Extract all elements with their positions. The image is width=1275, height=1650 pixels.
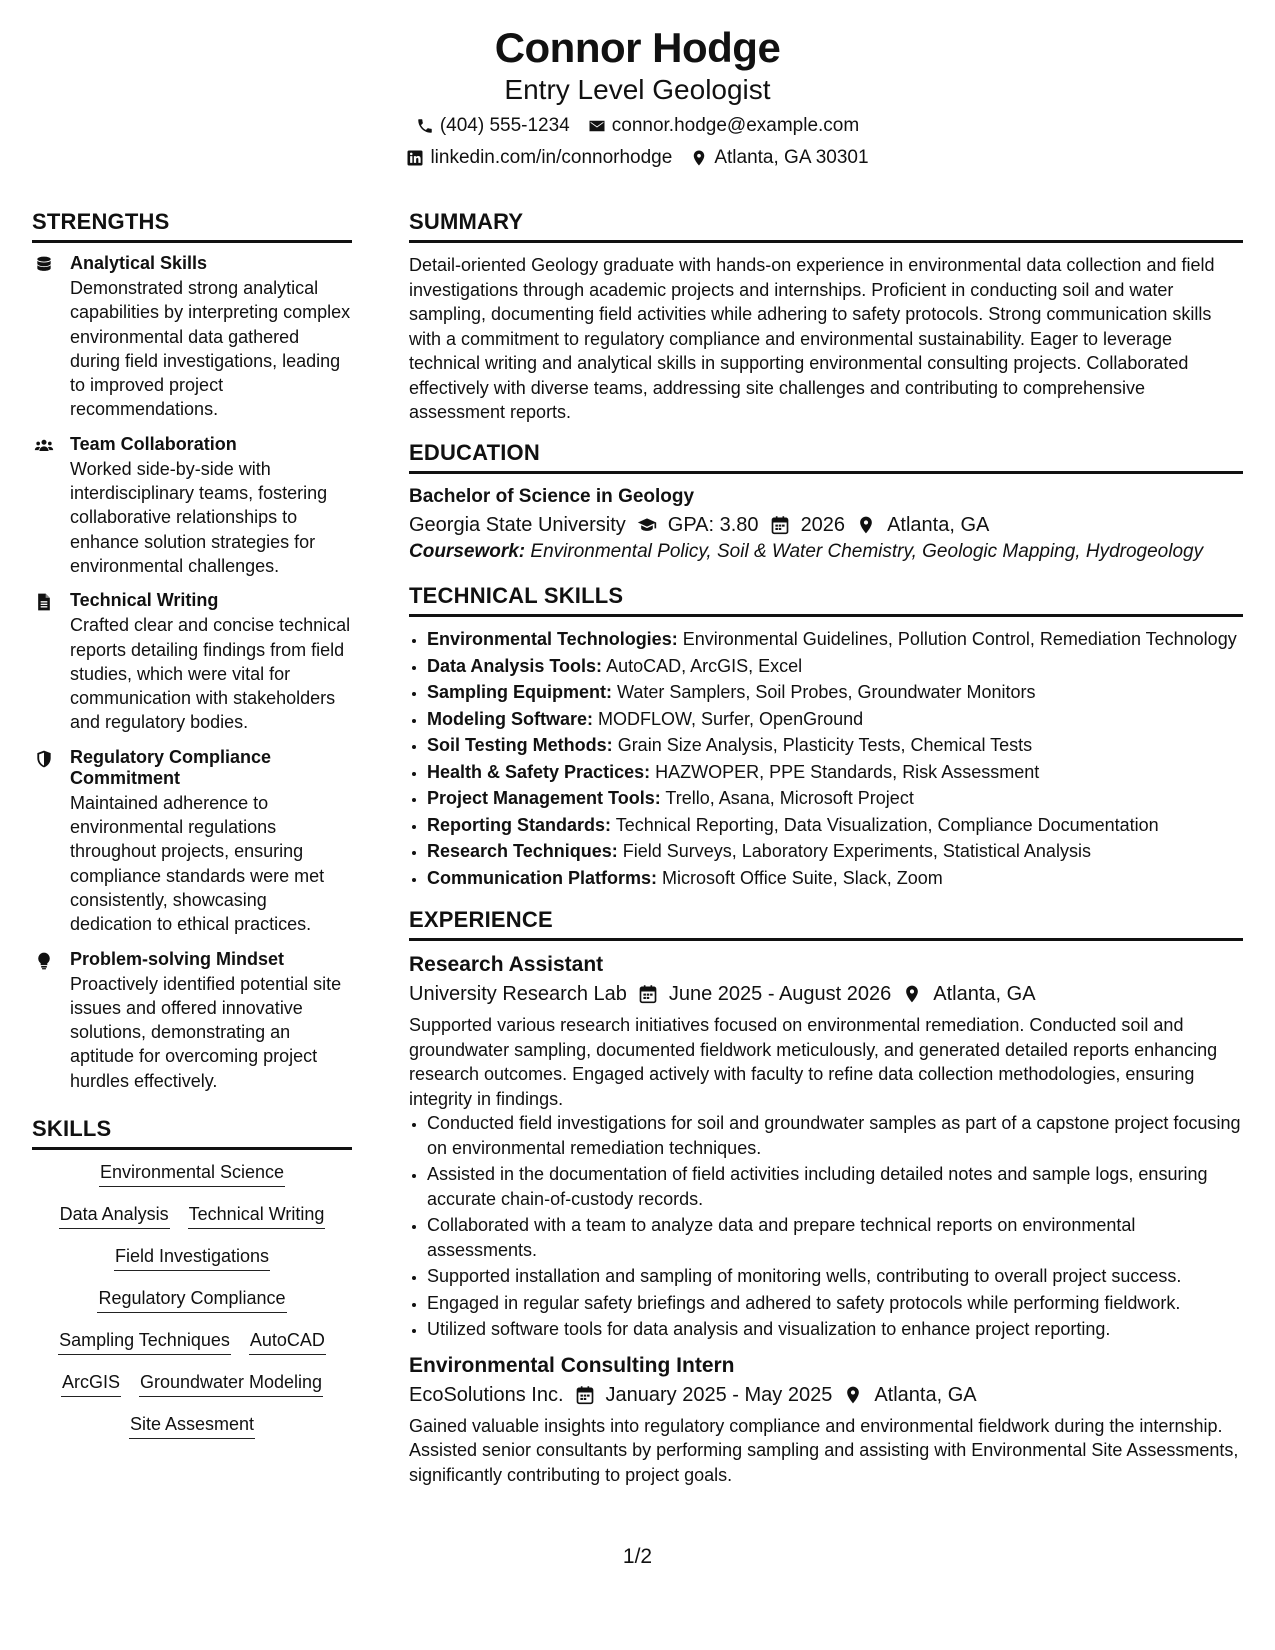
right-column xyxy=(409,208,1243,1487)
list-item xyxy=(427,654,1243,679)
skill-category: Research Techniques: xyxy=(427,841,618,861)
skill-tag: AutoCAD xyxy=(249,1328,326,1355)
job-organization: University Research Lab xyxy=(409,983,627,1005)
calendar-icon xyxy=(769,514,791,536)
strength-item xyxy=(32,747,352,937)
degree-title: Bachelor of Science in Geology xyxy=(409,485,695,507)
list-item xyxy=(427,707,1243,732)
job-title: Environmental Consulting Intern xyxy=(409,1353,735,1377)
strength-title: Team Collaboration xyxy=(70,433,237,454)
skill-category: Data Analysis Tools: xyxy=(427,655,603,676)
skill-values: HAZWOPER, PPE Standards, Risk Assessment xyxy=(655,761,1040,782)
list-item xyxy=(427,680,1243,705)
job-bullets xyxy=(409,1111,1243,1342)
list-item: • Engaged in regular safety briefings and adhered to safety protocols while performing fieldwork. xyxy=(427,1291,1243,1316)
graduation-year: 2026 xyxy=(800,513,846,536)
skill-category: Project Management Tools: xyxy=(427,788,661,808)
strength-description: Worked side-by-side with interdisciplinary teams, fostering collaborative relationships to enhance solution strategies for environmental challenges. xyxy=(70,458,328,576)
skill-tag: Site Assesment xyxy=(129,1412,255,1439)
skill-category: Soil Testing Methods: xyxy=(427,735,613,755)
list-item: • Utilized software tools for data analysis and visualization to enhance project reporting. xyxy=(427,1317,1243,1342)
skills-list xyxy=(32,1160,352,1439)
summary-heading: SUMMARY xyxy=(409,208,1243,243)
calendar-icon xyxy=(637,983,659,1005)
strengths-heading: STRENGTHS xyxy=(32,208,352,243)
strength-item xyxy=(32,590,352,734)
map-pin-icon xyxy=(690,149,708,167)
phone-icon xyxy=(416,117,434,135)
job-entry xyxy=(409,951,1243,1342)
skill-values: Grain Size Analysis, Plasticity Tests, Chemical Tests xyxy=(617,735,1033,755)
skill-category: Modeling Software: xyxy=(427,708,593,729)
job-meta xyxy=(409,979,1243,1009)
skill-values: Technical Reporting, Data Visualization, Compliance Documentation xyxy=(615,814,1159,835)
list-item: • Supported installation and sampling of monitoring wells, contributing to overall project success. xyxy=(427,1264,1243,1289)
skill-tag: Environmental Science xyxy=(99,1160,285,1187)
email-text: connor.hodge@example.com xyxy=(611,115,860,136)
skill-category: Sampling Equipment: xyxy=(427,682,613,702)
graduation-cap-icon xyxy=(636,514,658,536)
coursework-text: Environmental Policy, Soil & Water Chemistry, Geologic Mapping, Hydrogeology xyxy=(530,540,1204,562)
strength-item xyxy=(32,949,352,1093)
skill-values: Environmental Guidelines, Pollution Control, Remediation Technology xyxy=(682,629,1237,649)
document-icon xyxy=(32,590,70,734)
calendar-icon xyxy=(574,1384,596,1406)
skill-values: Microsoft Office Suite, Slack, Zoom xyxy=(662,867,943,888)
school-location: Atlanta, GA xyxy=(887,513,990,536)
shield-icon xyxy=(32,747,70,937)
skill-tag: Technical Writing xyxy=(188,1202,326,1229)
phone-text: (404) 555-1234 xyxy=(439,115,570,136)
job-location: Atlanta, GA xyxy=(874,1383,977,1406)
skill-values: AutoCAD, ArcGIS, Excel xyxy=(606,655,803,676)
gpa-text: GPA: 3.80 xyxy=(667,513,759,536)
skill-category: Environmental Technologies: xyxy=(427,629,678,649)
location-contact xyxy=(690,142,868,174)
contact-row-1 xyxy=(0,110,1275,142)
skills-heading: SKILLS xyxy=(32,1115,352,1150)
list-item xyxy=(427,733,1243,758)
map-pin-icon xyxy=(855,514,877,536)
strength-title: Regulatory Compliance Commitment xyxy=(70,746,272,788)
summary-text: Detail-oriented Geology graduate with hands-on experience in environmental data collection and field investigations through academic projects and internships. Proficient in conducting soil and water sampling, documenting field activities while adhering to safety protocols. Strong communication skills with a commitment to regulatory compliance and environmental sustainability. Eager to leverage technical writing and analytical skills in supporting environmental consulting projects. Collaborated effectively with diverse teams, addressing site challenges and contributing to comprehensive assessment reports. xyxy=(409,255,1215,422)
linkedin-text: linkedin.com/in/connorhodge xyxy=(430,147,673,168)
strength-description: Demonstrated strong analytical capabilities by interpreting complex environmental data gathered during field investigations, leading to improved project recommendations. xyxy=(70,278,351,420)
job-organization: EcoSolutions Inc. xyxy=(409,1383,564,1406)
resume-header xyxy=(0,22,1275,174)
strength-description: Proactively identified potential site issues and offered innovative solutions, demonstrating an aptitude for overcoming project hurdles effectively. xyxy=(70,973,342,1091)
candidate-name: Connor Hodge xyxy=(494,24,781,71)
phone-contact[interactable] xyxy=(416,110,570,142)
linkedin-icon xyxy=(406,149,424,167)
job-dates: January 2025 - May 2025 xyxy=(605,1383,833,1406)
strength-description: Maintained adherence to environmental regulations throughout projects, ensuring compliance standards were met consistently, showcasing dedication to ethical practices. xyxy=(70,792,325,935)
page-number: 1/2 xyxy=(622,1545,653,1568)
list-item xyxy=(427,786,1243,811)
strength-title: Problem-solving Mindset xyxy=(70,948,285,969)
skill-tag: Field Investigations xyxy=(114,1244,270,1271)
skill-values: Water Samplers, Soil Probes, Groundwater Monitors xyxy=(617,682,1036,702)
job-entry xyxy=(409,1352,1243,1488)
job-location: Atlanta, GA xyxy=(933,983,1036,1005)
skill-values: Field Surveys, Laboratory Experiments, Statistical Analysis xyxy=(622,841,1091,861)
list-item xyxy=(427,760,1243,785)
left-column xyxy=(32,208,352,1454)
skill-category: Health & Safety Practices: xyxy=(427,761,651,782)
lightbulb-icon xyxy=(32,949,70,1093)
school-name: Georgia State University xyxy=(409,513,626,536)
job-title: Research Assistant xyxy=(409,953,604,976)
job-dates: June 2025 - August 2026 xyxy=(668,983,892,1005)
education-meta xyxy=(409,510,1243,540)
strength-title: Analytical Skills xyxy=(70,253,208,273)
list-item: • Collaborated with a team to analyze data and prepare technical reports on environmental assessments. xyxy=(427,1213,1243,1262)
skill-category: Reporting Standards: xyxy=(427,814,612,835)
job-summary: Supported various research initiatives focused on environmental remediation. Conducted soil and groundwater sampling, documented fieldwork meticulously, and generated detailed reports enhancing research outcomes. Engaged actively with faculty to refine data collection methodologies, ensuring integrity in findings. xyxy=(409,1015,1218,1109)
location-text: Atlanta, GA 30301 xyxy=(714,147,869,168)
envelope-icon xyxy=(588,117,606,135)
list-item: • Conducted field investigations for soil and groundwater samples as part of a capstone project focusing on environmental remediation techniques. xyxy=(427,1111,1243,1160)
skill-values: Trello, Asana, Microsoft Project xyxy=(665,788,914,808)
technical-skills-list xyxy=(409,627,1243,890)
strength-item xyxy=(32,434,352,578)
list-item xyxy=(427,813,1243,838)
skill-tag: ArcGIS xyxy=(61,1370,121,1397)
job-meta xyxy=(409,1380,1243,1410)
contact-row-2 xyxy=(0,142,1275,174)
map-pin-icon xyxy=(901,983,923,1005)
education-heading: EDUCATION xyxy=(409,439,1243,474)
job-summary: Gained valuable insights into regulatory compliance and environmental fieldwork during the internship. Assisted senior consultants by performing sampling and assisting with Environmental Site Assessments, significantly contributing to project goals. xyxy=(409,1415,1239,1485)
list-item xyxy=(427,866,1243,891)
users-icon xyxy=(32,434,70,578)
skill-values: MODFLOW, Surfer, OpenGround xyxy=(598,708,864,729)
strength-title: Technical Writing xyxy=(70,590,219,611)
skill-tag: Data Analysis xyxy=(59,1202,170,1229)
experience-heading: EXPERIENCE xyxy=(409,906,1243,941)
email-contact[interactable] xyxy=(588,110,859,142)
coursework xyxy=(409,540,1243,565)
coursework-label: Coursework: xyxy=(409,540,526,562)
skill-tag: Regulatory Compliance xyxy=(97,1286,286,1313)
strength-item xyxy=(32,253,352,422)
technical-skills-heading: TECHNICAL SKILLS xyxy=(409,582,1243,617)
skill-tag: Sampling Techniques xyxy=(58,1328,231,1355)
candidate-title: Entry Level Geologist xyxy=(504,74,771,105)
linkedin-contact[interactable] xyxy=(406,142,672,174)
skill-tag: Groundwater Modeling xyxy=(139,1370,323,1397)
list-item xyxy=(427,627,1243,652)
skill-category: Communication Platforms: xyxy=(427,867,658,888)
database-icon xyxy=(32,253,70,422)
strength-description: Crafted clear and concise technical reports detailing findings from field studies, which were vital for communication with stakeholders and regulatory bodies. xyxy=(70,615,351,733)
map-pin-icon xyxy=(842,1384,864,1406)
list-item: • Assisted in the documentation of field activities including detailed notes and sample logs, ensuring accurate chain-of-custody records. xyxy=(427,1162,1243,1211)
list-item xyxy=(427,839,1243,864)
